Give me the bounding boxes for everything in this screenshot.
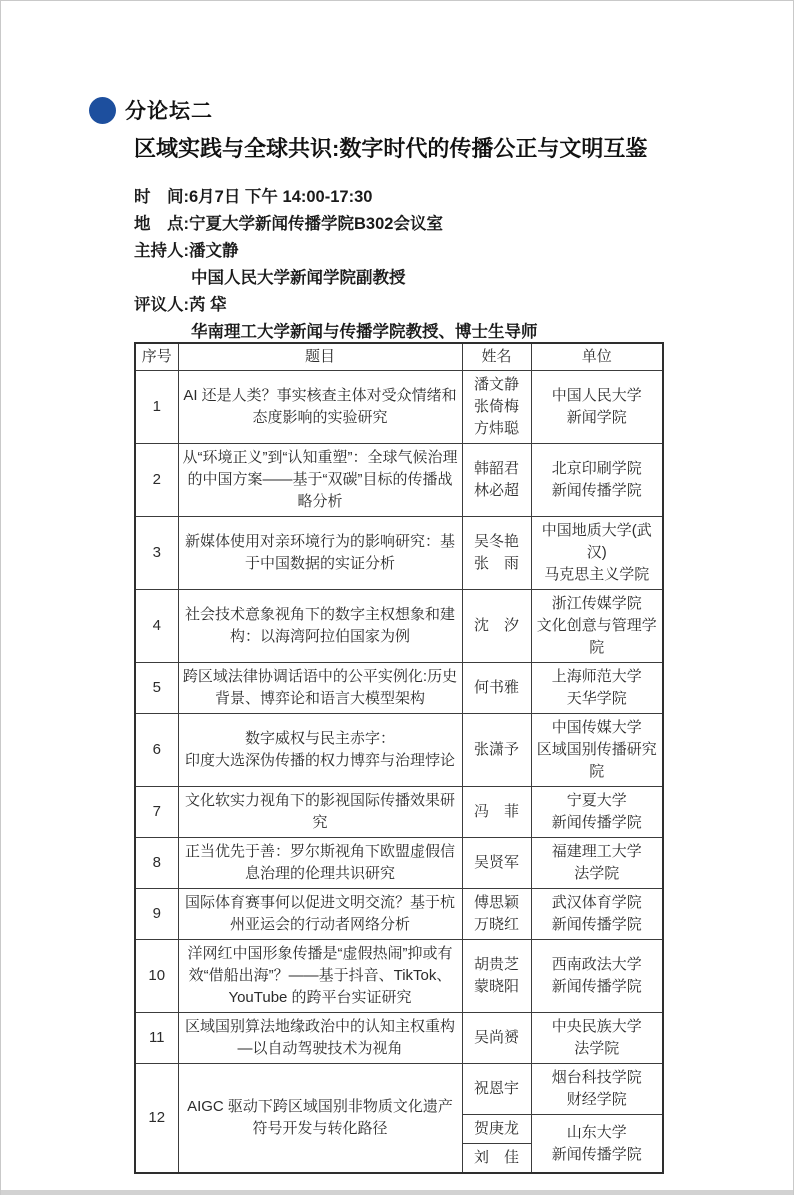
- session-info: [134, 184, 538, 346]
- table-row: [135, 787, 663, 838]
- author-names: 傅思颖 万晓红: [462, 889, 531, 940]
- page-bottom-edge: [1, 1190, 793, 1195]
- paper-title: 从“环境正义”到“认知重塑”：全球气候治理的中国方案——基于“双碳”目标的传播战略分析: [178, 444, 462, 517]
- table-row: [135, 371, 663, 444]
- row-number: 11: [135, 1013, 178, 1064]
- affiliation: 武汉体育学院 新闻传播学院: [531, 889, 663, 940]
- row-number: 7: [135, 787, 178, 838]
- affiliation: 山东大学 新闻传播学院: [531, 1115, 663, 1174]
- row-number: 6: [135, 714, 178, 787]
- paper-title: 文化软实力视角下的影视国际传播效果研究: [178, 787, 462, 838]
- location-value: 宁夏大学新闻传播学院B302会议室: [189, 215, 443, 233]
- author-names: 何书雅: [462, 663, 531, 714]
- affiliation: 中国地质大学(武汉) 马克思主义学院: [531, 517, 663, 590]
- time-label: 时 间:: [134, 188, 189, 206]
- page-title: 区域实践与全球共识:数字时代的传播公正与文明互鉴: [134, 136, 648, 161]
- row-number: 8: [135, 838, 178, 889]
- author-names: 冯 菲: [462, 787, 531, 838]
- forum-label: 分论坛二: [125, 100, 213, 123]
- author-names: 贺庚龙: [462, 1115, 531, 1144]
- paper-title: 正当优先于善：罗尔斯视角下欧盟虚假信息治理的伦理共识研究: [178, 838, 462, 889]
- row-number: 9: [135, 889, 178, 940]
- row-number: 5: [135, 663, 178, 714]
- affiliation: 宁夏大学 新闻传播学院: [531, 787, 663, 838]
- author-names: 沈 汐: [462, 590, 531, 663]
- affiliation: 福建理工大学 法学院: [531, 838, 663, 889]
- paper-title: 社会技术意象视角下的数字主权想象和建构：以海湾阿拉伯国家为例: [178, 590, 462, 663]
- affiliation: 北京印刷学院 新闻传播学院: [531, 444, 663, 517]
- header-unit: 单位: [531, 343, 663, 371]
- author-names: 祝恩宇: [462, 1064, 531, 1115]
- paper-title: 新媒体使用对亲环境行为的影响研究：基于中国数据的实证分析: [178, 517, 462, 590]
- header-name: 姓名: [462, 343, 531, 371]
- table-row: [135, 590, 663, 663]
- paper-table: [134, 342, 664, 1174]
- affiliation: 烟台科技学院 财经学院: [531, 1064, 663, 1115]
- table-row: [135, 889, 663, 940]
- discussant-line: [134, 292, 538, 319]
- author-names: 潘文静 张倚梅 方炜聪: [462, 371, 531, 444]
- table-row: [135, 838, 663, 889]
- paper-title: AIGC 驱动下跨区域国别非物质文化遗产符号开发与转化路径: [178, 1064, 462, 1174]
- author-names: 吴贤军: [462, 838, 531, 889]
- discussant-affiliation: 华南理工大学新闻与传播学院教授、博士生导师: [191, 323, 538, 341]
- table-header-row: [135, 343, 663, 371]
- bullet-icon: [89, 97, 116, 124]
- table-row: [135, 1013, 663, 1064]
- table-row: [135, 940, 663, 1013]
- paper-title: 洋网红中国形象传播是“虚假热闹”抑或有效“借船出海”？——基于抖音、TikTok、YouTube 的跨平台实证研究: [178, 940, 462, 1013]
- row-number: 12: [135, 1064, 178, 1174]
- paper-title: 数字威权与民主赤字： 印度大选深伪传播的权力博弈与治理悖论: [178, 714, 462, 787]
- host-line: [134, 238, 538, 265]
- table-row: [135, 663, 663, 714]
- affiliation: 西南政法大学 新闻传播学院: [531, 940, 663, 1013]
- discussant-name: 芮 牮: [189, 296, 227, 314]
- affiliation: 中国人民大学 新闻学院: [531, 371, 663, 444]
- header-title: 题目: [178, 343, 462, 371]
- paper-title: 区域国别算法地缘政治中的认知主权重构—以自动驾驶技术为视角: [178, 1013, 462, 1064]
- location-label: 地 点:: [134, 215, 189, 233]
- paper-table-body: [135, 371, 663, 1174]
- host-affiliation: 中国人民大学新闻学院副教授: [191, 269, 406, 287]
- row-number: 4: [135, 590, 178, 663]
- affiliation: 上海师范大学 天华学院: [531, 663, 663, 714]
- forum-heading: [89, 95, 213, 125]
- paper-title: 国际体育赛事何以促进文明交流？基于杭州亚运会的行动者网络分析: [178, 889, 462, 940]
- author-names: 韩韶君 林必超: [462, 444, 531, 517]
- affiliation: 中央民族大学 法学院: [531, 1013, 663, 1064]
- row-number: 10: [135, 940, 178, 1013]
- author-names: 刘 佳: [462, 1144, 531, 1174]
- author-names: 吴冬艳 张 雨: [462, 517, 531, 590]
- table-row: [135, 714, 663, 787]
- discussant-label: 评议人:: [134, 296, 189, 314]
- header-number: 序号: [135, 343, 178, 371]
- row-number: 2: [135, 444, 178, 517]
- host-label: 主持人:: [134, 242, 189, 260]
- author-names: 张潇予: [462, 714, 531, 787]
- table-row: [135, 1064, 663, 1115]
- row-number: 3: [135, 517, 178, 590]
- affiliation: 中国传媒大学 区域国别传播研究院: [531, 714, 663, 787]
- paper-title: AI 还是人类？事实核查主体对受众情绪和态度影响的实验研究: [178, 371, 462, 444]
- affiliation: 浙江传媒学院 文化创意与管理学院: [531, 590, 663, 663]
- author-names: 吴尚赟: [462, 1013, 531, 1064]
- author-names: 胡贵芝 蒙晓阳: [462, 940, 531, 1013]
- paper-title: 跨区域法律协调话语中的公平实例化:历史背景、博弈论和语言大模型架构: [178, 663, 462, 714]
- row-number: 1: [135, 371, 178, 444]
- host-name: 潘文静: [189, 242, 239, 260]
- location-line: [134, 211, 538, 238]
- time-value: 6月7日 下午 14:00-17:30: [189, 188, 373, 206]
- time-line: [134, 184, 538, 211]
- table-row: [135, 517, 663, 590]
- table-row: [135, 444, 663, 517]
